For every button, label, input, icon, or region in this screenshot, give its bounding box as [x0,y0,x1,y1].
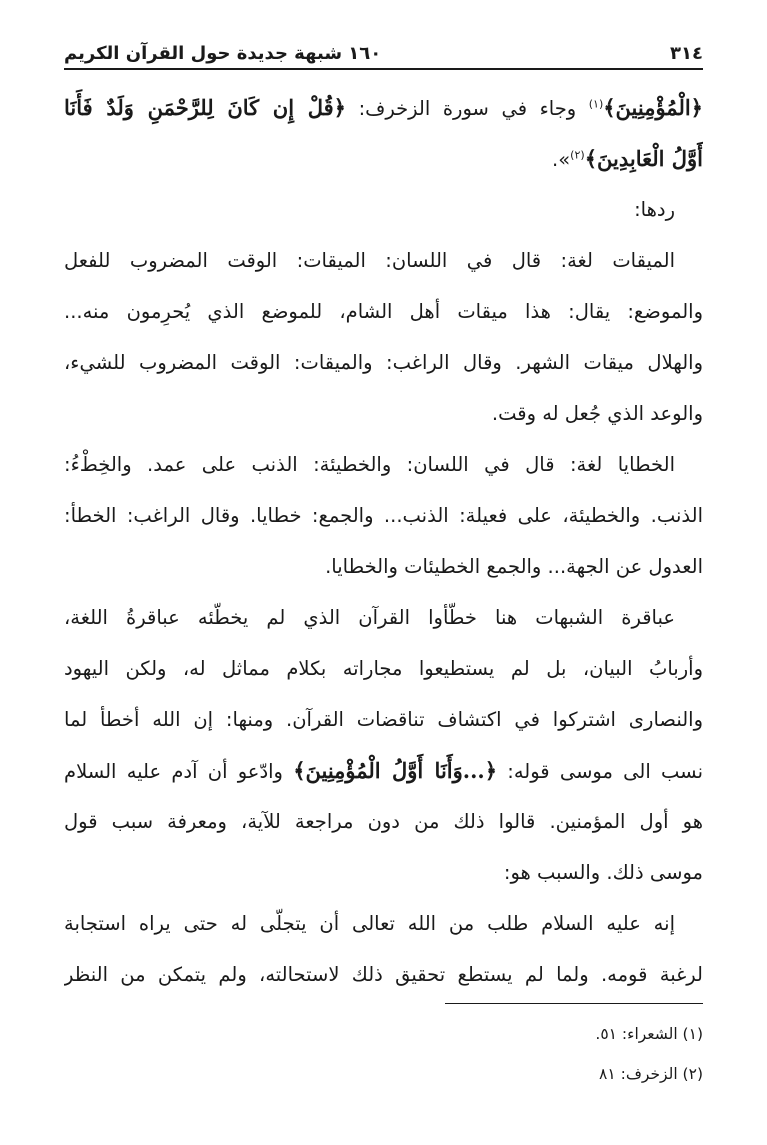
text-line [64,133,703,184]
paragraph-line: العدول عن الجهة... والجمع الخطيئات والخطايا. [325,555,703,578]
footnote: (٢) الزخرف: ٨١ [599,1065,703,1083]
text-line [64,82,703,133]
text-fragment: نسب الى موسى قوله: [497,760,703,783]
text-line [64,745,703,796]
text-fragment: وادّعو أن آدم عليه السلام [64,760,294,783]
paragraph-line: إنه عليه السلام طلب من الله تعالى أن يتجلّى له حتى يراه استجابة [64,912,675,935]
paragraph-line: والهلال ميقات الشهر. وقال الراغب: والميقات: الوقت المضروب للشيء، [64,351,703,374]
text-fragment: ». [552,148,571,171]
paragraph-line: الميقات لغة: قال في اللسان: الميقات: الوقت المضروب للفعل [64,249,675,272]
page-body [64,82,703,1000]
footnote-ref: (٢) [570,148,585,162]
page-number: ٣١٤ [670,43,703,64]
paragraph-line: وأربابُ البيان، بل لم يستطيعوا مجاراته بكلام مماثل له، ولكن اليهود [64,657,703,680]
footnote-divider [445,1003,703,1004]
header-divider [64,68,703,70]
footnote: (١) الشعراء: ٥١. [595,1025,703,1043]
section-heading: ردها: [634,198,675,221]
paragraph-line: موسى ذلك. والسبب هو: [503,861,703,884]
paragraph-line: والوعد الذي جُعل له وقت. [491,402,703,425]
footnotes [64,1014,703,1094]
running-header [64,28,703,64]
footnote-ref: (١) [588,97,604,111]
book-title: ١٦٠ شبهة جديدة حول القرآن الكريم [64,43,382,64]
quran-verse: ﴿...وَأَنَا أَوَّلُ الْمُؤْمِنِينَ﴾ [293,758,498,783]
text-fragment: وجاء في سورة الزخرف: [346,97,589,120]
quran-verse: ﴿قُلْ إِن كَانَ لِلرَّحْمَنِ وَلَدٌ فَأَنَا [64,95,346,120]
quran-verse: ﴿الْمُؤْمِنِينَ﴾ [603,95,703,120]
quran-verse: أَوَّلُ الْعَابِدِينَ﴾ [584,146,703,171]
paragraph-line: عباقرة الشبهات هنا خطّأوا القرآن الذي لم يخطّئه عباقرةُ اللغة، [64,606,675,629]
paragraph-line: الخطايا لغة: قال في اللسان: والخطيئة: الذنب على عمد. والخِطْءُ: [64,453,675,476]
paragraph-line: والموضع: يقال: هذا ميقات أهل الشام، للموضع الذي يُحرِمون منه... [64,300,703,323]
paragraph-line: هو أول المؤمنين. قالوا ذلك من دون مراجعة للآية، ومعرفة سبب قول [64,810,703,833]
paragraph-line: والنصارى اشتركوا في اكتشاف تناقضات القرآن. ومنها: إن الله أخطأ لما [64,708,703,731]
paragraph-line: لرغبة قومه. ولما لم يستطع تحقيق ذلك لاستحالته، ولم يتمكن من النظر [64,963,703,986]
paragraph-line: الذنب. والخطيئة، على فعيلة: الذنب... والجمع: خطايا. وقال الراغب: الخطأ: [64,504,703,527]
